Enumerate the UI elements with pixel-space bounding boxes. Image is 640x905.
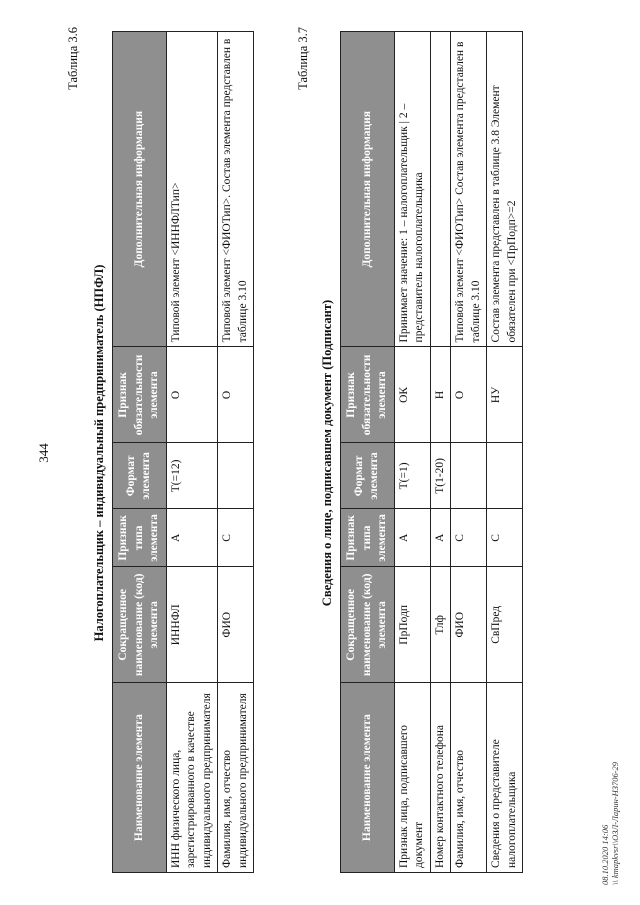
table-row [218, 31, 254, 872]
table-cell: С [451, 508, 487, 566]
table2-header-cell: Дополнительная информация [341, 31, 395, 346]
table2-header-row [341, 31, 395, 872]
table-cell: Фамилия, имя, отчество индивидуального предпринимателя [218, 682, 254, 872]
table-cell: А [394, 508, 430, 566]
table-cell: T(=12) [166, 442, 218, 508]
table-cell: Типовой элемент <ФИОТип> Состав элемента представлен в таблице 3.10 [451, 31, 487, 346]
table-cell: ОК [394, 346, 430, 442]
table-cell: Типовой элемент <ИННФЛТип> [166, 31, 218, 346]
table2-header-cell: Наименование элемента [341, 682, 395, 872]
table-cell: НУ [487, 346, 523, 442]
table1-header-cell: Сокращенное наименование (код) элемента [113, 566, 167, 682]
table2 [340, 31, 523, 873]
table-cell: ПрПодп [394, 566, 430, 682]
table-cell: ФИО [451, 566, 487, 682]
table1-title: Налогоплательщик – индивидуальный предприниматель (НПФЛ) [92, 264, 106, 641]
table1-header-cell: Наименование элемента [113, 682, 167, 872]
table-cell: Типовой элемент <ФИОТип>. Состав элемента представлен в таблице 3.10 [218, 31, 254, 346]
rotated-page [10, 13, 630, 893]
table-cell: Н [430, 346, 451, 442]
table-row [394, 31, 430, 872]
table-cell [487, 442, 523, 508]
table1-header-row [113, 31, 167, 872]
table-cell: Тлф [430, 566, 451, 682]
table-cell: Признак лица, подписавшего документ [394, 682, 430, 872]
page-number: 344 [36, 442, 51, 463]
table-cell: С [487, 508, 523, 566]
table-cell: ИННФЛ [166, 566, 218, 682]
table2-title: Сведения о лице, подписавшем документ (Подписант) [320, 299, 334, 606]
table2-header-cell: Сокращенное наименование (код) элемента [341, 566, 395, 682]
table2-header-cell: Формат элемента [341, 442, 395, 508]
table1-caption: Таблица 3.6 [66, 26, 80, 90]
table1-header-cell: Признак типа элемента [113, 508, 167, 566]
table1-header-cell: Дополнительная информация [113, 31, 167, 346]
table-row [166, 31, 218, 872]
table-cell: ФИО [218, 566, 254, 682]
table-cell: Сведения о представителе налогоплательщика [487, 682, 523, 872]
table2-header-cell: Признак типа элемента [341, 508, 395, 566]
table-cell: ИНН физического лица, зарегистрированного в качестве индивидуального предпринимателя [166, 682, 218, 872]
table-cell [218, 442, 254, 508]
table2-caption: Таблица 3.7 [296, 26, 310, 90]
table-cell: О [218, 346, 254, 442]
table-row [430, 31, 451, 872]
table-cell: СвПред [487, 566, 523, 682]
table-cell: Принимает значение: 1 – налогоплательщик | 2 – представитель налогоплательщика [394, 31, 430, 346]
table-cell [430, 31, 451, 346]
print-stamp [600, 761, 620, 884]
table-cell: Номер контактного телефона [430, 682, 451, 872]
table-cell: T(1-20) [430, 442, 451, 508]
table-cell: О [166, 346, 218, 442]
table-cell: А [430, 508, 451, 566]
table-row [451, 31, 487, 872]
table-cell: Фамилия, имя, отчество [451, 682, 487, 872]
table-cell: С [218, 508, 254, 566]
table1-header-cell: Признак обязательности элемента [113, 346, 167, 442]
table1 [112, 31, 254, 873]
table-cell: T(=1) [394, 442, 430, 508]
table1-header-cell: Формат элемента [113, 442, 167, 508]
print-stamp-path: \\ kmapkvsr\\ОЗЛ-Ларин-НЗ706-29 [609, 761, 620, 885]
table-cell [451, 442, 487, 508]
table-cell: А [166, 508, 218, 566]
table2-header-cell: Признак обязательности элемента [341, 346, 395, 442]
table-cell: Состав элемента представлен в таблице 3.8 Элемент обязателен при <ПрПодп>=2 [487, 31, 523, 346]
table-row [487, 31, 523, 872]
table-cell: О [451, 346, 487, 442]
print-stamp-date: 08.10.2020 14:06 [599, 824, 610, 885]
